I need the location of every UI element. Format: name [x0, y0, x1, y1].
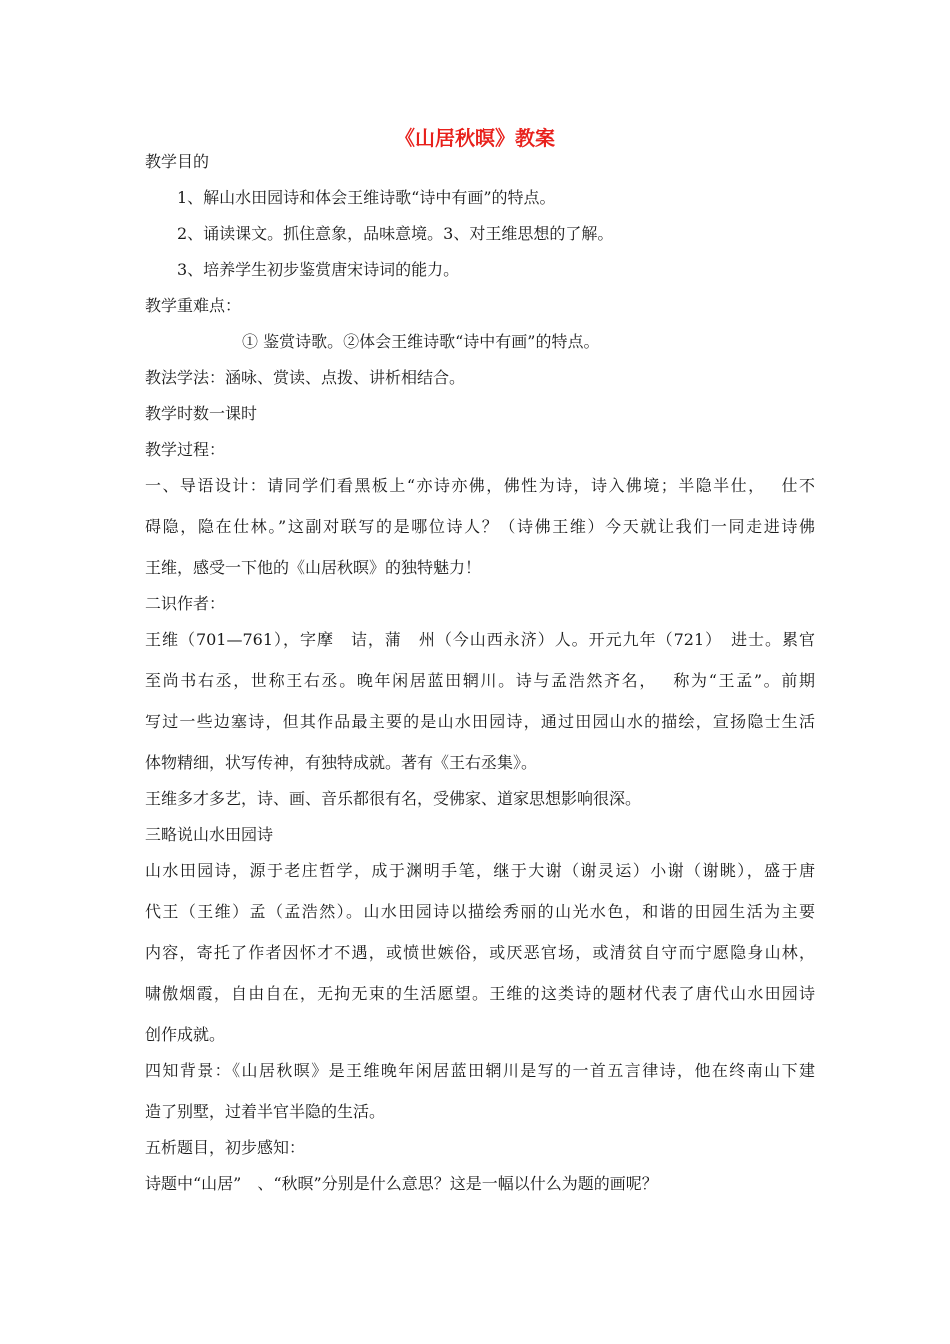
paragraph-line: 王维（701—761），字摩 诘，蒲 州（今山西永济）人。开元九年（721） 进士。累官 — [145, 630, 815, 649]
class-hours: 教学时数一课时 — [145, 404, 258, 423]
paragraph-line: 一、导语设计：请同学们看黑板上“亦诗亦佛，佛性为诗，诗入佛境；半隐半仕， 仕不 — [145, 476, 815, 495]
goal-item: 1、解山水田园诗和体会王维诗歌“诗中有画”的特点。 — [177, 188, 556, 207]
heading-author: 二识作者： — [145, 594, 226, 613]
paragraph-line: 王维，感受一下他的《山居秋暝》的独特魅力！ — [145, 558, 482, 577]
paragraph-line: 造了别墅，过着半官半隐的生活。 — [145, 1102, 386, 1121]
goal-item: 3、培养学生初步鉴赏唐宋诗词的能力。 — [177, 260, 460, 279]
paragraph-line: 写过一些边塞诗，但其作品最主要的是山水田园诗，通过田园山水的描绘，宣扬隐士生活 — [145, 712, 815, 731]
paragraph-line: 代王（王维）孟（孟浩然）。山水田园诗以描绘秀丽的山光水色，和谐的田园生活为主要 — [145, 902, 815, 921]
heading-teaching-process: 教学过程： — [145, 440, 226, 459]
key-points-text: ① 鉴赏诗歌。②体会王维诗歌“诗中有画”的特点。 — [242, 332, 600, 351]
heading-title-analysis: 五析题目，初步感知： — [145, 1138, 306, 1157]
paragraph-line: 山水田园诗，源于老庄哲学，成于渊明手笔，继于大谢（谢灵运）小谢（谢眺），盛于唐 — [145, 861, 815, 880]
heading-teaching-goals: 教学目的 — [145, 152, 210, 171]
paragraph-line: 碍隐，隐在仕林。”这副对联写的是哪位诗人？（诗佛王维）今天就让我们一同走进诗佛 — [145, 517, 815, 536]
heading-landscape-poetry: 三略说山水田园诗 — [145, 825, 274, 844]
paragraph-line: 诗题中“山居” 、“秋暝”分别是什么意思？这是一幅以什么为题的画呢？ — [145, 1174, 658, 1193]
heading-key-points: 教学重难点： — [145, 296, 242, 315]
paragraph-line: 内容，寄托了作者因怀才不遇，或愤世嫉俗，或厌恶官场，或清贫自守而宁愿隐身山林， — [145, 943, 815, 962]
paragraph-line: 四知背景：《山居秋暝》是王维晚年闲居蓝田辋川是写的一首五言律诗，他在终南山下建 — [145, 1061, 815, 1080]
teaching-methods: 教法学法：涵咏、赏读、点拨、讲析相结合。 — [145, 368, 466, 387]
paragraph-line: 王维多才多艺，诗、画、音乐都很有名，受佛家、道家思想影响很深。 — [145, 789, 642, 808]
paragraph-line: 体物精细，状写传神，有独特成就。著有《王右丞集》。 — [145, 753, 538, 772]
paragraph-line: 至尚书右丞，世称王右丞。晚年闲居蓝田辋川。诗与孟浩然齐名， 称为“王孟”。前期 — [145, 671, 815, 690]
paragraph-line: 创作成就。 — [145, 1025, 226, 1044]
document-title: 《山居秋暝》教案 — [395, 126, 555, 150]
paragraph-line: 啸傲烟霞，自由自在，无拘无束的生活愿望。王维的这类诗的题材代表了唐代山水田园诗 — [145, 984, 815, 1003]
goal-item: 2、诵读课文。抓住意象，品味意境。3、对王维思想的了解。 — [177, 224, 614, 243]
